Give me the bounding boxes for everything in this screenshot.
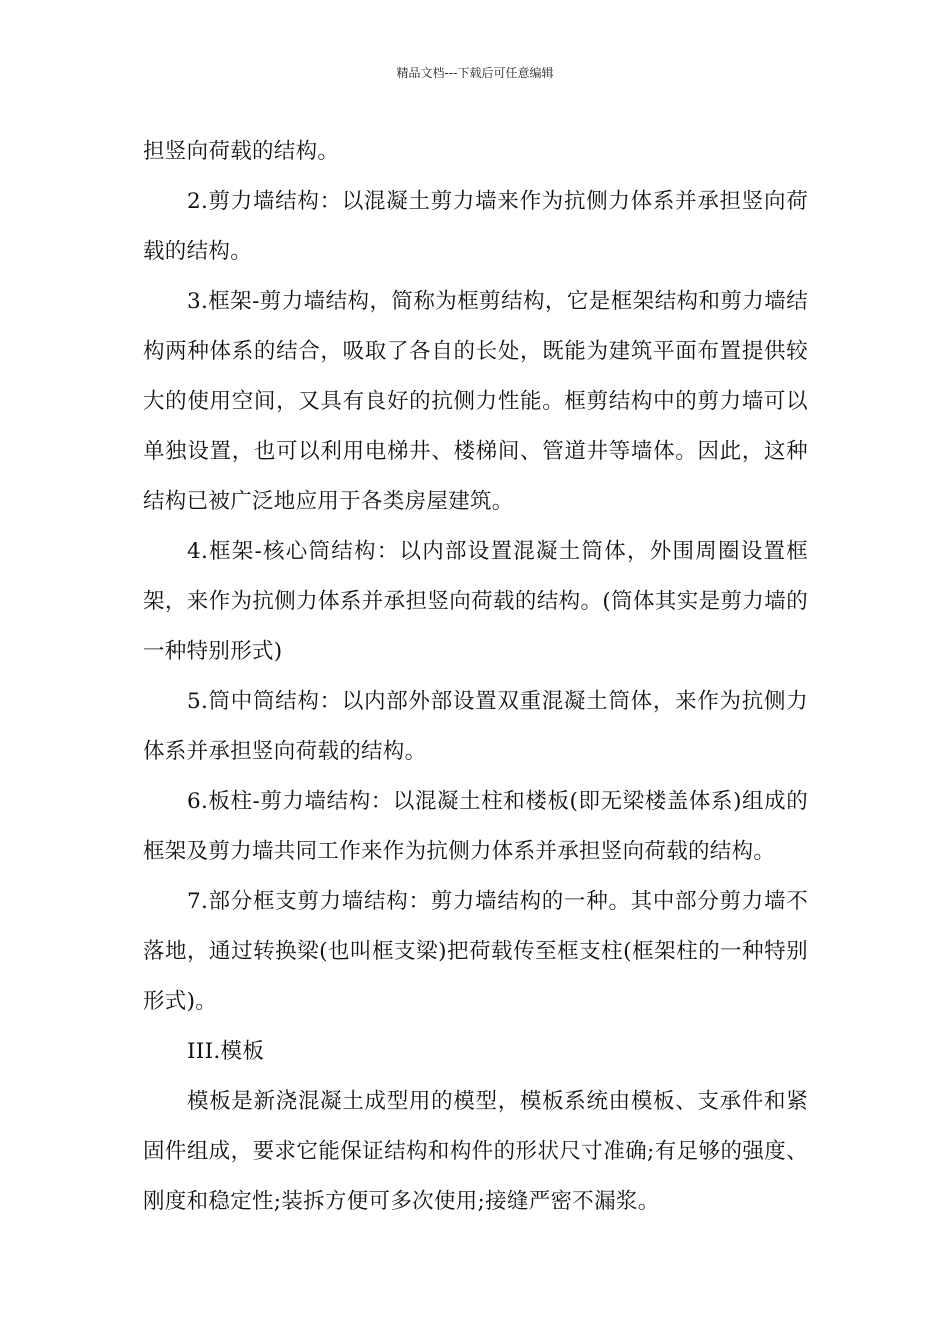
section-heading-formwork: III.模板 [187,1039,265,1064]
paragraph-frame-supported-shear-wall-structure: 7.部分框支剪力墙结构：剪力墙结构的一种。其中部分剪力墙不落地，通过转换梁(也叫框支梁)把荷载传至框支柱(框架柱的一种特别形式)。 [143,889,808,1014]
paragraph-slab-column-shear-wall-structure: 6.板柱-剪力墙结构：以混凝土柱和楼板(即无梁楼盖体系)组成的框架及剪力墙共同工作来作为抗侧力体系并承担竖向荷载的结构。 [143,789,808,864]
document-body [143,127,808,1227]
paragraph-frame-shear-wall-structure: 3.框架-剪力墙结构，简称为框剪结构，它是框架结构和剪力墙结构两种体系的结合，吸取了各自的长处，既能为建筑平面布置提供较大的使用空间，又具有良好的抗侧力性能。框剪结构中的剪力墙可以单独设置，也可以利用电梯井、楼梯间、管道井等墙体。因此，这种结构已被广泛地应用于各类房屋建筑。 [143,289,808,514]
paragraph-tube-in-tube-structure: 5.筒中筒结构：以内部外部设置双重混凝土筒体，来作为抗侧力体系并承担竖向荷载的结构。 [143,689,808,764]
paragraph-continuation: 担竖向荷载的结构。 [143,139,340,164]
page-header: 精品文档---下载后可任意编辑 [396,66,554,80]
paragraph-formwork-description: 模板是新浇混凝土成型用的模型，模板系统由模板、支承件和紧固件组成，要求它能保证结构和构件的形状尺寸准确;有足够的强度、刚度和稳定性;装拆方便可多次使用;接缝严密不漏浆。 [143,1089,808,1214]
paragraph-frame-core-tube-structure: 4.框架-核心筒结构：以内部设置混凝土筒体，外围周圈设置框架，来作为抗侧力体系并承担竖向荷载的结构。(筒体其实是剪力墙的一种特别形式) [143,539,808,664]
paragraph-shear-wall-structure: 2.剪力墙结构：以混凝土剪力墙来作为抗侧力体系并承担竖向荷载的结构。 [143,189,808,264]
